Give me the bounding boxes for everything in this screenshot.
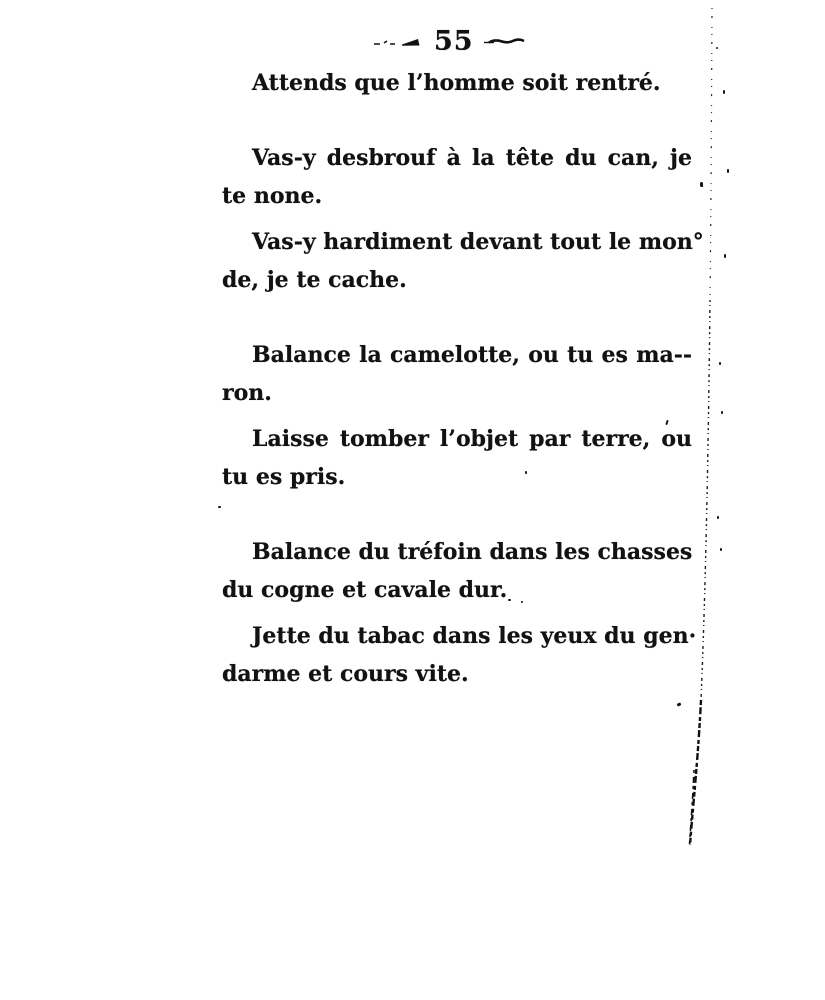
header-flourish-right-icon [483,36,525,48]
scan-speck [525,471,527,474]
text-column [222,64,704,693]
page-number: 55 [434,26,474,57]
paragraph [222,64,692,102]
paragraph [222,139,692,215]
scan-speck [721,411,723,414]
scan-speck [719,362,721,365]
page-header [373,24,523,60]
scan-speck [521,601,523,603]
scan-speck [700,182,703,187]
paragraph [222,420,692,496]
text-line: tu es pris. [222,464,346,490]
text-line: darme et cours vite. [222,661,469,687]
text-line: Vas-y desbrouf à la tête du can, je [252,145,692,171]
text-line: Balance du tréfoin dans les chasses [252,539,693,565]
text-line: de, je te cache. [222,267,407,293]
scan-speck [508,599,511,601]
text-line: Balance la camelotte, ou tu es ma-- [252,342,692,368]
paragraph [222,223,704,299]
scan-speck [717,516,719,519]
page-edge-line [680,0,736,860]
scan-speck [723,90,725,94]
text-line: ron. [222,380,272,406]
scan-speck [218,506,221,508]
scan-speck [724,254,726,258]
scan-speck [727,169,729,173]
text-line: du cogne et cavale dur. [222,577,508,603]
paragraph [222,617,697,693]
text-line: Vas-y hardiment devant tout le mon° [252,229,704,255]
paragraph [222,533,692,609]
paragraph [222,336,692,412]
scan-speck [716,47,718,49]
text-line: Laisse tomber l’objet par terre, ou [252,426,692,452]
text-line: Jette du tabac dans les yeux du gen· [252,623,697,649]
text-line: te none. [222,183,323,209]
scan-speck [720,548,722,551]
header-flourish-left-icon [373,36,423,48]
text-line: Attends que l’homme soit rentré. [252,70,661,96]
